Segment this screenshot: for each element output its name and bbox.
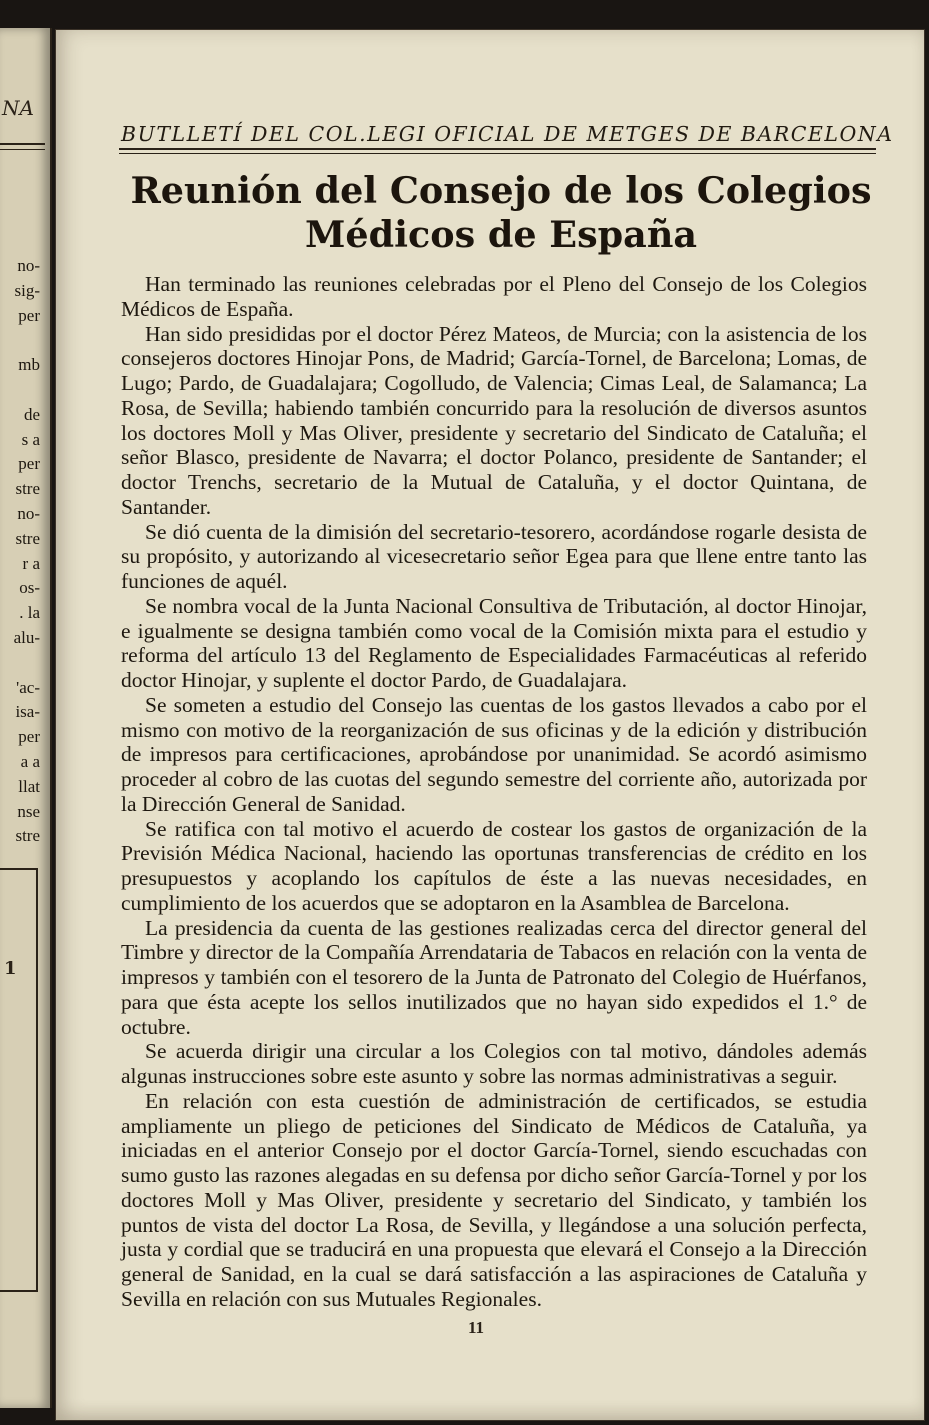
- previous-page-fragment: sig-: [14, 280, 40, 300]
- previous-page-fragment: . la: [19, 603, 40, 623]
- previous-page-fragment: alu-: [13, 627, 40, 647]
- previous-page-fragment: per: [18, 305, 40, 325]
- previous-page-fragment: per: [18, 454, 40, 474]
- previous-page-edge: [0, 28, 52, 1408]
- running-head: BUTLLETÍ DEL COL.LEGI OFICIAL DE METGES DE BARCELONA: [121, 122, 894, 146]
- header-rule-thin: [119, 153, 876, 154]
- previous-page-fragment: r a: [22, 553, 40, 573]
- previous-page-fragment: isa-: [15, 702, 40, 722]
- paragraph: Han terminado las reuniones celebradas por el Pleno del Consejo de los Colegios Médicos de España.: [121, 272, 867, 321]
- article-body: [121, 272, 867, 1312]
- previous-page-rule: [0, 149, 45, 150]
- previous-page-fragment: stre: [15, 528, 40, 548]
- previous-page-header-fragment: NA: [2, 96, 34, 120]
- previous-page-fragment: no-: [17, 503, 40, 523]
- paragraph: Han sido presididas por el doctor Pérez Mateos, de Murcia; con la asistencia de los consejeros doctores Hinojar Pons, de Madrid; García-Tornel, de Barcelona; Lomas, de Lugo; Pardo, de Guadalajara; Cogolludo, de Valencia; Cimas Leal, de Salamanca; La Rosa, de Sevilla; habiendo también concurrido para la resolución de diversos asuntos los doctores Moll y Mas Oliver, presidente y secretario del Sindicato de Cataluña; el señor Blasco, presidente de Navarra; el doctor Polanco, presidente de Santander; el doctor Trenchs, secretario de la Mutual de Cataluña, y el doctor Quintana, de Santander.: [121, 321, 867, 519]
- page-number: 11: [467, 1318, 485, 1337]
- previous-page-text-fragments: [0, 254, 40, 849]
- previous-page-fragment: nse: [17, 801, 40, 821]
- previous-page-fragment: stre: [15, 826, 40, 846]
- previous-page-box: [0, 868, 38, 1292]
- previous-page-fragment: stre: [15, 479, 40, 499]
- paragraph: Se ratifica con tal motivo el acuerdo de costear los gastos de organización de la Previsión Médica Nacional, haciendo las oportunas transferencias de crédito en los presupuestos y acoplando los capítulos de éste a las nuevas necesidades, en cumplimiento de los acuerdos que se adoptaron en la Asamblea de Barcelona.: [121, 816, 867, 915]
- previous-page-fragment: per: [18, 727, 40, 747]
- previous-page-fragment: [0, 651, 40, 676]
- previous-page-fragment: mb: [18, 355, 40, 375]
- journal-page: [56, 30, 924, 1420]
- paragraph: Se dió cuenta de la dimisión del secretario-tesorero, acordándose rogarle desista de su propósito, y autorizando al vicesecretario señor Egea para que llene entre tanto las funciones de aquél.: [121, 519, 867, 593]
- previous-page-rule: [0, 143, 45, 145]
- previous-page-fragment: llat: [18, 776, 40, 796]
- previous-page-fragment: [0, 328, 40, 353]
- paragraph: En relación con esta cuestión de administración de certificados, se estudia ampliamente un pliego de peticiones del Sindicato de Médicos de Cataluña, ya iniciadas en el anterior Consejo por el doctor García-Tornel, siendo escuchadas con sumo gusto las razones alegadas en su defensa por dicho señor García-Tornel y por los doctores Moll y Mas Oliver, presidente y secretario del Sindicato, y también los puntos de vista del doctor La Rosa, de Sevilla, y llegándose a una solución perfecta, justa y cordial que se traducirá en una propuesta que elevará el Consejo a la Dirección general de Sanidad, en la cual se dará satisfacción a las aspiraciones de Cataluña y Sevilla en relación con sus Mutuales Regionales.: [121, 1088, 867, 1311]
- paragraph: La presidencia da cuenta de las gestiones realizadas cerca del director general del Timbre y director de la Compañía Arrendataria de Tabacos en relación con la venta de impresos y también con el tesorero de la Junta de Patronato del Colegio de Huérfanos, para que ésta acepte los sellos inutilizados que no hayan sido expedidos el 1.° de octubre.: [121, 915, 867, 1039]
- paragraph: Se nombra vocal de la Junta Nacional Consultiva de Tributación, al doctor Hinojar, e igualmente se designa también como vocal de la Comisión mixta para el estudio y reforma del artículo 13 del Reglamento de Especialidades Farmacéuticas al referido doctor Hinojar, y suplente el doctor Pardo, de Guadalajara.: [121, 593, 867, 692]
- previous-page-fragment: s a: [21, 429, 40, 449]
- previous-page-fragment: [0, 378, 40, 403]
- previous-page-box-glyph: 1: [4, 958, 17, 979]
- previous-page-fragment: no-: [17, 256, 40, 275]
- article-title: [121, 169, 881, 257]
- previous-page-fragment: 'ac-: [16, 677, 40, 697]
- previous-page-fragment: de: [23, 404, 40, 424]
- paragraph: Se someten a estudio del Consejo las cuentas de los gastos llevados a cabo por el mismo con motivo de la reorganización de sus oficinas y de la edición y distribución de impresos para certificaciones, aprobándose por unanimidad. Se acordó asimismo proceder al cobro de las cuotas del segundo semestre del corriente año, autorizada por la Dirección General de Sanidad.: [121, 692, 867, 816]
- paragraph: Se acuerda dirigir una circular a los Colegios con tal motivo, dándoles además algunas instrucciones sobre este asunto y sobre las normas administrativas a seguir.: [121, 1039, 867, 1088]
- header-rule: [119, 148, 876, 150]
- previous-page-fragment: os-: [19, 578, 40, 598]
- previous-page-fragment: a a: [20, 751, 40, 771]
- article-title-line-1: Reunión del Consejo de los Colegios: [130, 169, 872, 212]
- article-title-line-2: Médicos de España: [304, 213, 698, 256]
